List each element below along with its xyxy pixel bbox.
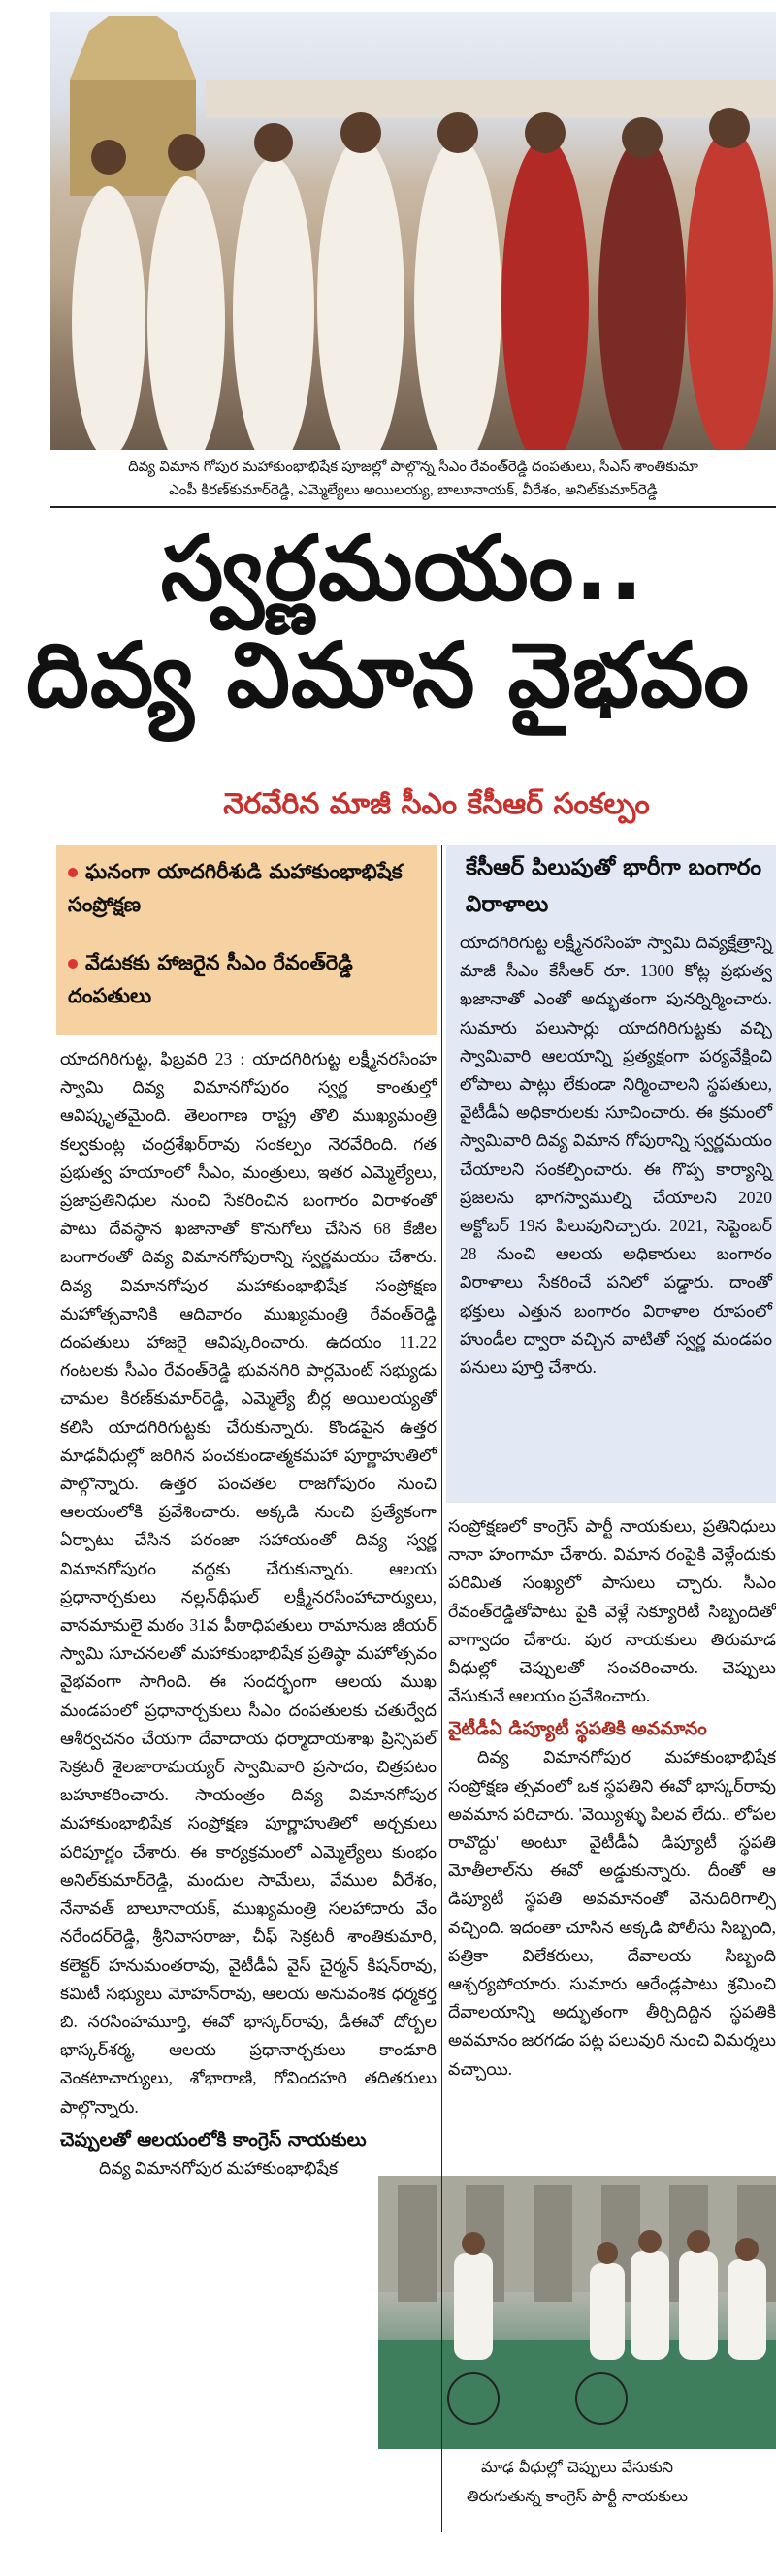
main-article <box>60 1045 436 2182</box>
second-section-body: దివ్య విమానగోపుర మహాకుంభాభిషేక సంప్రోక్షణ త్సవంలో ఒక స్థపతిని ఈవో భాస్కర్‌రావు అవమాన పరిచారు. 'వెయ్యిళ్ళు పిలవ లేదు.. లోపల రావొద్దు' అంటూ వైటీడీఏ డిప్యూటీ స్థపతి మోతీలాల్‌ను ఈవో అడ్డుకున్నారు. దీంతో ఆ డిప్యూటీ స్థపతి అవమానంతో వెనుదిరిగాల్సి వచ్చింది. ఇదంతా చూసిన అక్కడి పోలీసు సిబ్బంది, పత్రికా విలేకరులు, దేవాలయ సిబ్బంది ఆశ్చర్యపోయారు. సుమారు ఆరేండ్లపాటు శ్రమించి దేవాలయాన్ని అద్భుతంగా తీర్చిదిద్దిన స్థపతికి అవమానం జరగడం పట్ల పలువురి నుంచి విమర్శలు వచ్చాయి. <box>448 1747 776 2079</box>
photo-caption <box>50 456 776 502</box>
highlight-item: వేడుకకు హాజరైన సీఎం రేవంత్‌రెడ్డి దంపతులు <box>68 951 353 1007</box>
temple-photo-icon <box>50 12 776 450</box>
column-divider <box>441 845 442 2532</box>
temple-photo <box>50 12 776 450</box>
headline-line1: స్వర్ణమయం.. <box>160 517 645 620</box>
sidebar-box-title: కేసీఆర్ పిలుపుతో భారీగా బంగారం విరాళాలు <box>466 855 762 917</box>
photo2-caption-line2: తిరుగుతున్న కాంగ్రెస్ పార్టీ నాయకులు <box>467 2487 688 2505</box>
photo-caption-line2: ఎంపీ కిరణ్‌కుమార్‌రెడ్డి, ఎమ్మెల్యేలు అయిలయ్య, బాలూనాయక్, వీరేశం, అనిల్‌కుమార్‌రెడ్డి <box>169 482 658 498</box>
photo2-caption-line1: మాఢ వీధుల్లో చెప్పులు వేసుకుని <box>480 2458 674 2476</box>
highlight-item: ఘనంగా యాదగిరీశుడి మహాకుంభాభిషేక సంప్రోక్షణ <box>68 860 403 916</box>
bullet-icon <box>68 959 78 969</box>
second-section-heading: వైటీడీఏ డిప్యూటీ స్థపతికి అవమానం <box>448 1718 707 1740</box>
photo-caption-line1: దివ్య విమాన గోపుర మహాకుంభాభిషేక పూజల్లో పాల్గొన్న సీఎం రేవంత్‌రెడ్డి దంపతులు, సీఎస్ శాంతికుమా <box>128 459 698 475</box>
caption-divider <box>50 506 776 508</box>
leaders-photo <box>378 2176 776 2449</box>
highlights-box <box>56 845 436 1035</box>
right-column <box>448 1512 776 2083</box>
headline-line2: దివ్య విమాన వైభవం <box>25 623 751 727</box>
sub-section-body-cont: సంప్రోక్షణలో కాంగ్రెస్ పార్టీ నాయకులు, ప్రతినిధులు నానా హంగామా చేశారు. విమాన రంపైకి వెళ్లేందుకు పరిమిత సంఖ్యలో పాసులు చ్చారు. సీఎం రేవంత్‌రెడ్డితోపాటు పైకి వెళ్లే సెక్యూరిటీ సిబ్బందితో వాగ్వాదం చేశారు. పుర నాయకులు తిరుమాడ వీధుల్లో చెప్పులతో సంచరించారు. చెప్పులు వేసుకునే ఆలయం ప్రవేశించారు. <box>448 1516 776 1706</box>
sub-section-body-start: దివ్య విమానగోపుర మహాకుంభాభిషేక <box>99 2157 339 2178</box>
sidebar-box-body: యాదగిరిగుట్ట లక్ష్మీనరసింహ స్వామి దివ్యక్షేత్రాన్ని మాజీ సీఎం కేసీఆర్ రూ. 1300 కోట్ల ప్రభుత్వ ఖజానాతో ఎంతో అద్భుతంగా పునర్నిర్మించారు. సుమారు పలుసార్లు యాదగిరిగుట్టకు వచ్చి స్వామివారి ఆలయాన్ని ప్రత్యక్షంగా పర్యవేక్షించి లోపాలు పాట్లు లేకుండా నిర్మించాలని స్థపతులు, వైటీడీఏ అధికారులకు సూచించారు. ఈ క్రమంలో స్వామివారి దివ్య విమాన గోపురాన్ని స్వర్ణమయం చేయాలని సంకల్పించారు. ఈ గొప్ప కార్యాన్ని ప్రజలను భాగస్వాముల్ని చేయాలని 2020 అక్టోబర్ 19న పిలుపునిచ్చారు. 2021, సెప్టెంబర్ 28 నుంచి ఆలయ అధికారులు బంగారం విరాళాలు సేకరించే పనిలో పడ్డారు. దాంతో భక్తులు ఎత్తున బంగారం విరాళాల రూపంలో హుండీల ద్వారా వచ్చిన వాటితో స్వర్ణ మండపం పనులు పూర్తి చేశారు. <box>460 933 772 1378</box>
leaders-photo-icon <box>378 2176 776 2449</box>
sub-section-heading: చెప్పులతో ఆలయంలోకి కాంగ్రెస్ నాయకులు <box>60 2128 367 2150</box>
bullet-icon <box>68 868 78 877</box>
sidebar-box <box>446 845 776 1503</box>
subheadline: నెరవేరిన మాజీ సీఎం కేసీఆర్ సంకల్పం <box>223 787 650 821</box>
photo2-caption <box>378 2453 776 2511</box>
main-article-body: యాదగిరిగుట్ట, ఫిబ్రవరి 23 : యాదగిరిగుట్ట లక్ష్మీనరసింహ స్వామి దివ్య విమానగోపురం స్వర్ణ కాంతుల్తో ఆవిష్కృతమైంది. తెలంగాణ రాష్ట్ర తొలి ముఖ్యమంత్రి కల్వకుంట్ల చంద్రశేఖర్‌రావు సంకల్పం నెరవేరింది. గత ప్రభుత్వ హయాంలో సీఎం, మంత్రులు, ఇతర ఎమ్మెల్యేలు, ప్రజాప్రతినిధుల నుంచి సేకరించిన బంగారం విరాళంతో పాటు దేవస్థాన ఖజానాతో కొనుగోలు చేసిన 68 కేజీల బంగారంతో దివ్య విమానగోపురాన్ని స్వర్ణమయం చేశారు. దివ్య విమానగోపుర మహాకుంభాభిషేక సంప్రోక్షణ మహోత్సవానికి ఆదివారం ముఖ్యమంత్రి రేవంత్‌రెడ్డి దంపతులు హాజరై ఆవిష్కరించారు. ఉదయం 11.22 గంటలకు సీఎం రేవంత్‌రెడ్డి భువనగిరి పార్లమెంట్ సభ్యుడు చామల కిరణ్‌కుమార్‌రెడ్డి, ఎమ్మెల్యే బీర్ల అయిలయ్యతో కలిసి యాదగిరిగుట్టకు చేరుకున్నారు. కొండపైన ఉత్తర మాఢవీధుల్లో జరిగిన పంచకుండాత్మకమహా పూర్ణాహుతిలో పాల్గొన్నారు. ఉత్తర పంచతల రాజగోపురం నుంచి ఆలయంలోకి ప్రవేశించారు. అక్కడి నుంచి ప్రత్యేకంగా ఏర్పాటు చేసిన పరంజా సహాయంతో దివ్య స్వర్ణ విమానగోపురం వద్దకు చేరుకున్నారు. ఆలయ ప్రధానార్చకులు నల్లన్‌థీఘల్ లక్ష్మీనరసింహాచార్యులు, వానమామలై మఠం 31వ పీఠాధిపతులు రామానుజ జీయర్ స్వామి సూచనలతో మహాకుంభాభిషేక ప్రతిష్ఠా మహోత్సవం వైభవంగా సాగింది. ఈ సందర్భంగా ఆలయ ముఖ మండపంలో ప్రధానార్చకులు సీఎం దంపతులకు చతుర్వేద ఆశీర్వచనం చేయగా దేవాదాయ ధర్మాదాయశాఖ ప్రిన్సిపల్ సెక్రటరీ శైలజారామయ్యర్ స్వామివారి ప్రసాదం, చిత్రపటం బహూకరించారు. సాయంత్రం దివ్య విమానగోపుర మహాకుంభాభిషేక సంప్రోక్షణ పూర్ణాహుతిలో అర్చకులు పరిపూర్ణం చేశారు. ఈ కార్యక్రమంలో ఎమ్మెల్యేలు కుంభం అనిల్‌కుమార్‌రెడ్డి, మందుల సామేలు, వేముల వీరేశం, నేనావత్ బాలూనాయక్, ముఖ్యమంత్రి సలహాదారు వేం నరేందర్‌రెడ్డి, శ్రీనివాసరాజు, చీఫ్ సెక్రటరీ శాంతికుమారి, కలెక్టర్ హనుమంతరావు, వైటీడీఏ వైస్ చైర్మన్ కిషన్‌రావు, కమిటీ సభ్యులు మోహన్‌రావు, ఆలయ అనువంశిక ధర్మకర్త బి. నరసింహమూర్తి, ఈవో భాస్కర్‌రావు, డీఈవో దోర్బల భాస్కర్‌శర్మ, ఆలయ ప్రధానార్చకులు కాండూరి వెంకటాచార్యులు, శోభారాణి, గోవిందహరి తదితరులు పాల్గొన్నారు. <box>60 1049 436 2116</box>
